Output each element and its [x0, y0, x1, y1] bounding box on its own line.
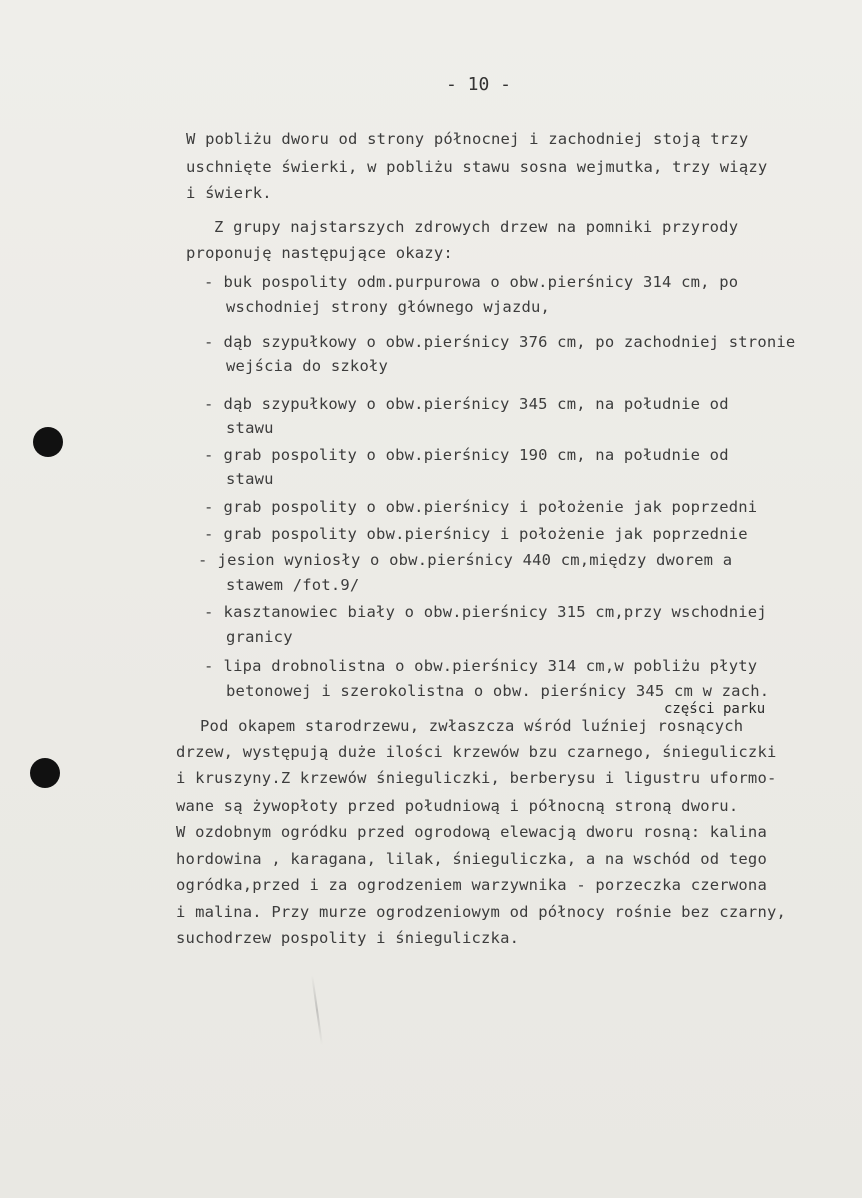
insertion-note: części parku [664, 701, 766, 717]
list-item-continuation: stawem /fot.9/ [226, 576, 360, 594]
list-dash: - [204, 395, 214, 413]
list-item-text: jesion wyniosły o obw.pierśnicy 440 cm,między dworem a [217, 551, 733, 569]
text-line: Pod okapem starodrzewu, zwłaszcza wśród luźniej rosnących [200, 717, 744, 735]
list-item [198, 551, 732, 569]
list-item-continuation: stawu [226, 470, 274, 488]
list-item-text: grab pospolity o obw.pierśnicy i położenie jak poprzedni [223, 498, 758, 516]
text-line: Z grupy najstarszych zdrowych drzew na pomniki przyrody [214, 218, 739, 236]
list-item-text: grab pospolity obw.pierśnicy i położenie jak poprzednie [223, 525, 748, 543]
text-line: drzew, występują duże ilości krzewów bzu czarnego, śnieguliczki [176, 743, 777, 761]
list-item-continuation: betonowej i szerokolistna o obw. pierśnicy 345 cm w zach. [226, 682, 770, 700]
list-dash: - [204, 333, 214, 351]
list-item [204, 395, 729, 413]
list-dash: - [204, 273, 214, 291]
text-line: suchodrzew pospolity i śnieguliczka. [176, 929, 520, 947]
text-line: wane są żywopłoty przed południową i północną stroną dworu. [176, 797, 739, 815]
list-item [204, 525, 748, 543]
text-line: W pobliżu dworu od strony północnej i zachodniej stoją trzy [186, 130, 749, 148]
list-dash: - [204, 446, 214, 464]
list-item-text: lipa drobnolistna o obw.pierśnicy 314 cm,w pobliżu płyty [223, 657, 758, 675]
list-dash: - [198, 551, 208, 569]
list-item [204, 446, 729, 464]
list-item-text: dąb szypułkowy o obw.pierśnicy 345 cm, na południe od [223, 395, 729, 413]
list-item-continuation: wejścia do szkoły [226, 357, 389, 375]
list-item [204, 273, 738, 291]
punch-hole [30, 758, 60, 788]
list-dash: - [204, 603, 214, 621]
text-line: i kruszyny.Z krzewów śnieguliczki, berberysu i ligustru uformo- [176, 769, 777, 787]
paper-crease [311, 975, 323, 1045]
text-line: ogródka,przed i za ogrodzeniem warzywnika - porzeczka czerwona [176, 876, 767, 894]
list-item [204, 657, 757, 675]
text-line: i malina. Przy murze ogrodzeniowym od północy rośnie bez czarny, [176, 903, 787, 921]
punch-hole [33, 427, 63, 457]
list-item-text: kasztanowiec biały o obw.pierśnicy 315 cm,przy wschodniej [223, 603, 767, 621]
list-item [204, 603, 767, 621]
list-item-text: grab pospolity o obw.pierśnicy 190 cm, na południe od [223, 446, 729, 464]
list-item-continuation: granicy [226, 628, 293, 646]
list-dash: - [204, 525, 214, 543]
text-line: hordowina , karagana, lilak, śnieguliczka, a na wschód od tego [176, 850, 767, 868]
text-line: i świerk. [186, 184, 272, 202]
list-item-continuation: wschodniej strony głównego wjazdu, [226, 298, 551, 316]
list-item-text: dąb szypułkowy o obw.pierśnicy 376 cm, po zachodniej stronie [223, 333, 796, 351]
page-number: - 10 - [446, 74, 512, 95]
list-dash: - [204, 657, 214, 675]
list-dash: - [204, 498, 214, 516]
list-item [204, 333, 795, 351]
list-item [204, 498, 757, 516]
list-item-text: buk pospolity odm.purpurowa o obw.pierśnicy 314 cm, po [223, 273, 739, 291]
text-line: W ozdobnym ogródku przed ogrodową elewacją dworu rosną: kalina [176, 823, 767, 841]
text-line: uschnięte świerki, w pobliżu stawu sosna wejmutka, trzy wiązy [186, 158, 768, 176]
list-item-continuation: stawu [226, 419, 274, 437]
text-line: proponuję następujące okazy: [186, 244, 453, 262]
